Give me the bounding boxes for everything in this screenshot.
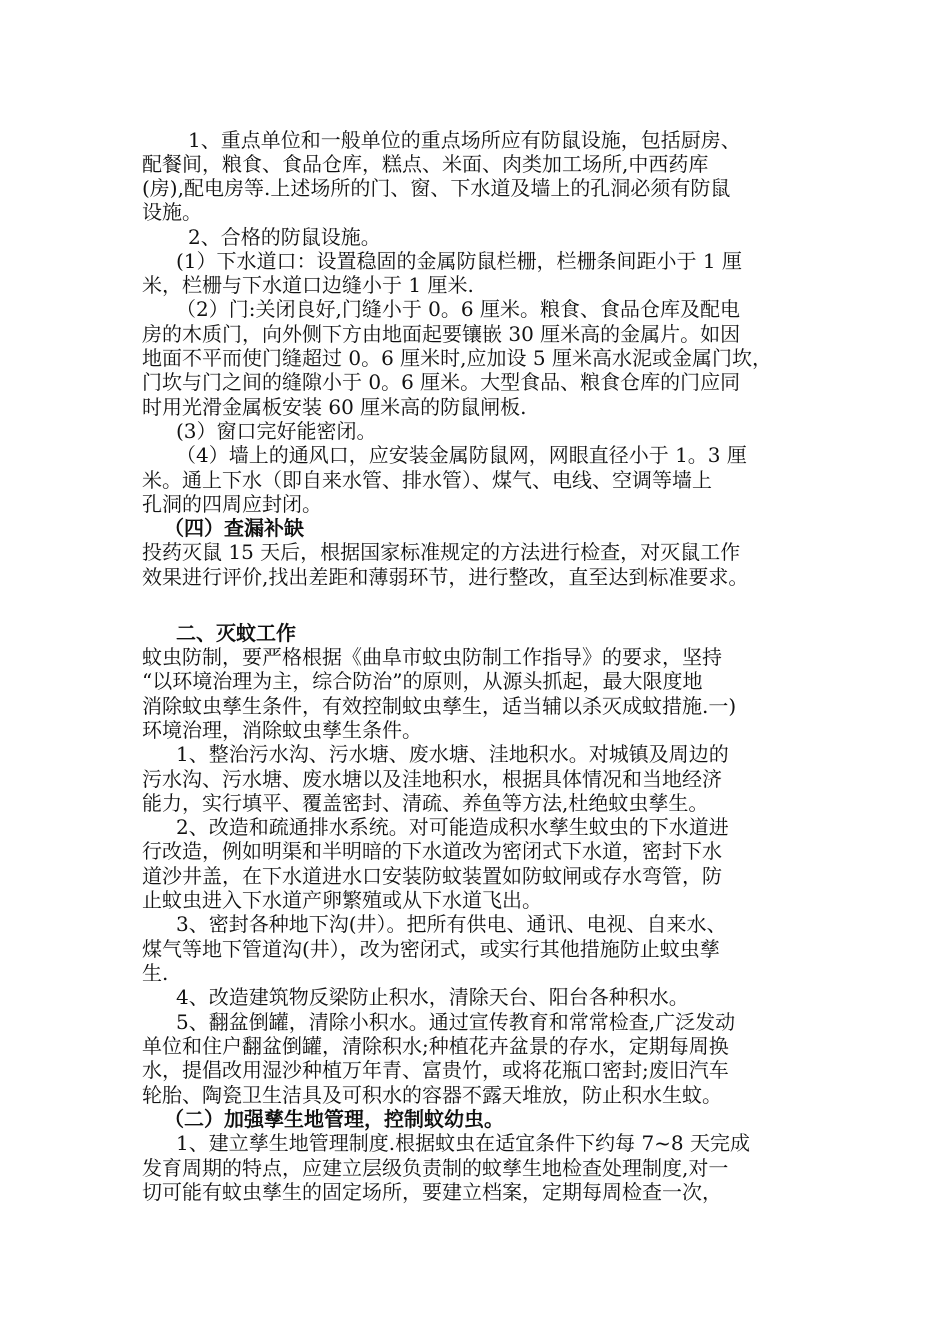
paragraph-line: 配餐间，粮食、食品仓库，糕点、米面、肉类加工场所,中西药库 [142, 152, 709, 176]
paragraph-line: 发育周期的特点，应建立层级负责制的蚊孳生地检查处理制度,对一 [142, 1156, 729, 1180]
paragraph-line: 消除蚊虫孳生条件，有效控制蚊虫孳生，适当辅以杀灭成蚊措施.一) [142, 694, 737, 718]
paragraph-line: 米，栏栅与下水道口边缝小于 1 厘米. [142, 273, 474, 297]
paragraph-line: 投药灭鼠 15 天后，根据国家标准规定的方法进行检查，对灭鼠工作 [142, 540, 741, 564]
paragraph-line: 2、改造和疏通排水系统。对可能造成积水孳生蚊虫的下水道进 [176, 815, 729, 839]
paragraph-line: 3、密封各种地下沟(井）。把所有供电、通讯、电视、自来水、 [176, 912, 727, 936]
section-heading: 二、灭蚊工作 [176, 621, 296, 645]
paragraph-line: “以环境治理为主，综合防治”的原则，从源头抓起，最大限度地 [142, 669, 703, 693]
paragraph-line: 米。通上下水（即自来水管、排水管）、煤气、电线、空调等墙上 [142, 468, 712, 492]
section-heading: （四）查漏补缺 [164, 516, 304, 540]
paragraph-line: 切可能有蚊虫孳生的固定场所，要建立档案，定期每周检查一次， [142, 1180, 722, 1204]
paragraph-line: 5、翻盆倒罐，清除小积水。通过宣传教育和常常检查,广泛发动 [176, 1010, 736, 1034]
paragraph-line: 能力，实行填平、覆盖密封、清疏、养鱼等方法,杜绝蚊虫孳生。 [142, 791, 709, 815]
paragraph-line: 单位和住户翻盆倒罐，清除积水;种植花卉盆景的存水，定期每周换 [142, 1034, 729, 1058]
paragraph-line: 时用光滑金属板安装 60 厘米高的防鼠闸板. [142, 395, 527, 419]
paragraph-line: 止蚊虫进入下水道产卵繁殖或从下水道飞出。 [142, 888, 542, 912]
paragraph-line: (房),配电房等.上述场所的门、窗、下水道及墙上的孔洞必须有防鼠 [142, 176, 731, 200]
paragraph-line: 效果进行评价,找出差距和薄弱环节，进行整改，直至达到标准要求。 [142, 565, 749, 589]
paragraph-line: 孔洞的四周应封闭。 [142, 492, 322, 516]
paragraph-line: 门坎与门之间的缝隙小于 0。6 厘米。大型食品、粮食仓库的门应同 [142, 370, 741, 394]
paragraph-line: 环境治理，消除蚊虫孳生条件。 [142, 718, 422, 742]
paragraph-line: 蚊虫防制，要严格根据《曲阜市蚊虫防制工作指导》的要求，坚持 [142, 645, 722, 669]
paragraph-line: 行改造，例如明渠和半明暗的下水道改为密闭式下水道，密封下水 [142, 839, 722, 863]
paragraph-line: (3）窗口完好能密闭。 [176, 419, 377, 443]
paragraph-line: 道沙井盖，在下水道进水口安装防蚊装置如防蚊闸或存水弯管，防 [142, 864, 722, 888]
paragraph-line: 1、建立孳生地管理制度.根据蚊虫在适宜条件下约每 7~8 天完成 [176, 1131, 751, 1155]
paragraph-line: 污水沟、污水塘、废水塘以及洼地积水，根据具体情况和当地经济 [142, 767, 722, 791]
paragraph-line: （2）门:关闭良好,门缝小于 0。6 厘米。粮食、食品仓库及配电 [176, 297, 740, 321]
paragraph-line: 房的木质门，向外侧下方由地面起要镶嵌 30 厘米高的金属片。如因 [142, 322, 741, 346]
paragraph-line: 1、整治污水沟、污水塘、废水塘、洼地积水。对城镇及周边的 [176, 742, 729, 766]
paragraph-line: 生. [142, 961, 169, 985]
paragraph-line: 设施。 [142, 200, 202, 224]
paragraph-line: 2、合格的防鼠设施。 [188, 225, 381, 249]
paragraph-line: 4、改造建筑物反梁防止积水，清除天台、阳台各种积水。 [176, 985, 689, 1009]
paragraph-line: 1、重点单位和一般单位的重点场所应有防鼠设施，包括厨房、 [188, 128, 741, 152]
paragraph-line: 地面不平而使门缝超过 0。6 厘米时,应加设 5 厘米高水泥或金属门坎， [142, 346, 772, 370]
paragraph-line: 轮胎、陶瓷卫生洁具及可积水的容器不露天堆放，防止积水生蚊。 [142, 1083, 722, 1107]
section-heading: （二）加强孳生地管理，控制蚊幼虫。 [164, 1107, 504, 1131]
paragraph-line: 水，提倡改用湿沙种植万年青、富贵竹，或将花瓶口密封;废旧汽车 [142, 1058, 729, 1082]
paragraph-line: 煤气等地下管道沟(井），改为密闭式，或实行其他措施防止蚊虫孳 [142, 937, 720, 961]
paragraph-line: （4）墙上的通风口，应安装金属防鼠网，网眼直径小于 1。3 厘 [176, 443, 747, 467]
paragraph-line: (1）下水道口：设置稳固的金属防鼠栏栅，栏栅条间距小于 1 厘 [176, 249, 742, 273]
